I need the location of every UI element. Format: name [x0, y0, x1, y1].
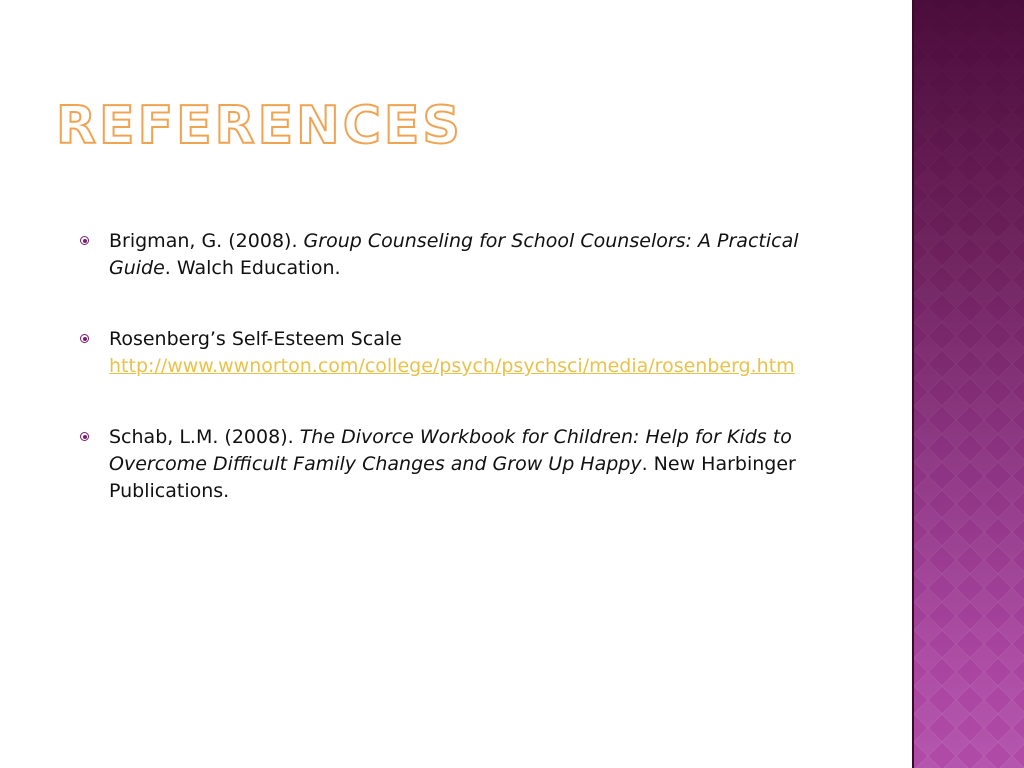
reference-text: [109, 230, 799, 279]
reference-author-date: Brigman, G. (2008).: [109, 230, 304, 252]
slide-title: REFERENCES: [56, 96, 463, 156]
reference-publisher: . New Harbinger Publications.: [109, 453, 796, 502]
diamond-pattern: [914, 0, 1024, 768]
circle-dot-bullet-icon: [80, 334, 89, 343]
reference-text: [109, 328, 850, 380]
reference-title: The Divorce Workbook for Children: Help for Kids to Overcome Difficult Family Changes and Grow Up Happy: [109, 426, 792, 475]
circle-dot-bullet-icon: [80, 432, 89, 441]
reference-title: Group Counseling for School Counselors: A Practical Guide: [109, 230, 799, 279]
references-list: [80, 228, 850, 549]
reference-label: Rosenberg’s Self-Esteem Scale: [109, 328, 402, 350]
reference-text: [109, 426, 796, 502]
reference-author-date: Schab, L.M. (2008).: [109, 426, 300, 448]
circle-dot-bullet-icon: [80, 236, 89, 245]
reference-url-link[interactable]: http://www.wwnorton.com/college/psych/psychsci/media/rosenberg.htm: [109, 355, 795, 377]
reference-publisher: . Walch Education.: [164, 257, 341, 279]
reference-item: [80, 326, 850, 380]
reference-item: [80, 228, 850, 282]
reference-item: [80, 424, 850, 505]
decorative-side-band: [912, 0, 1024, 768]
